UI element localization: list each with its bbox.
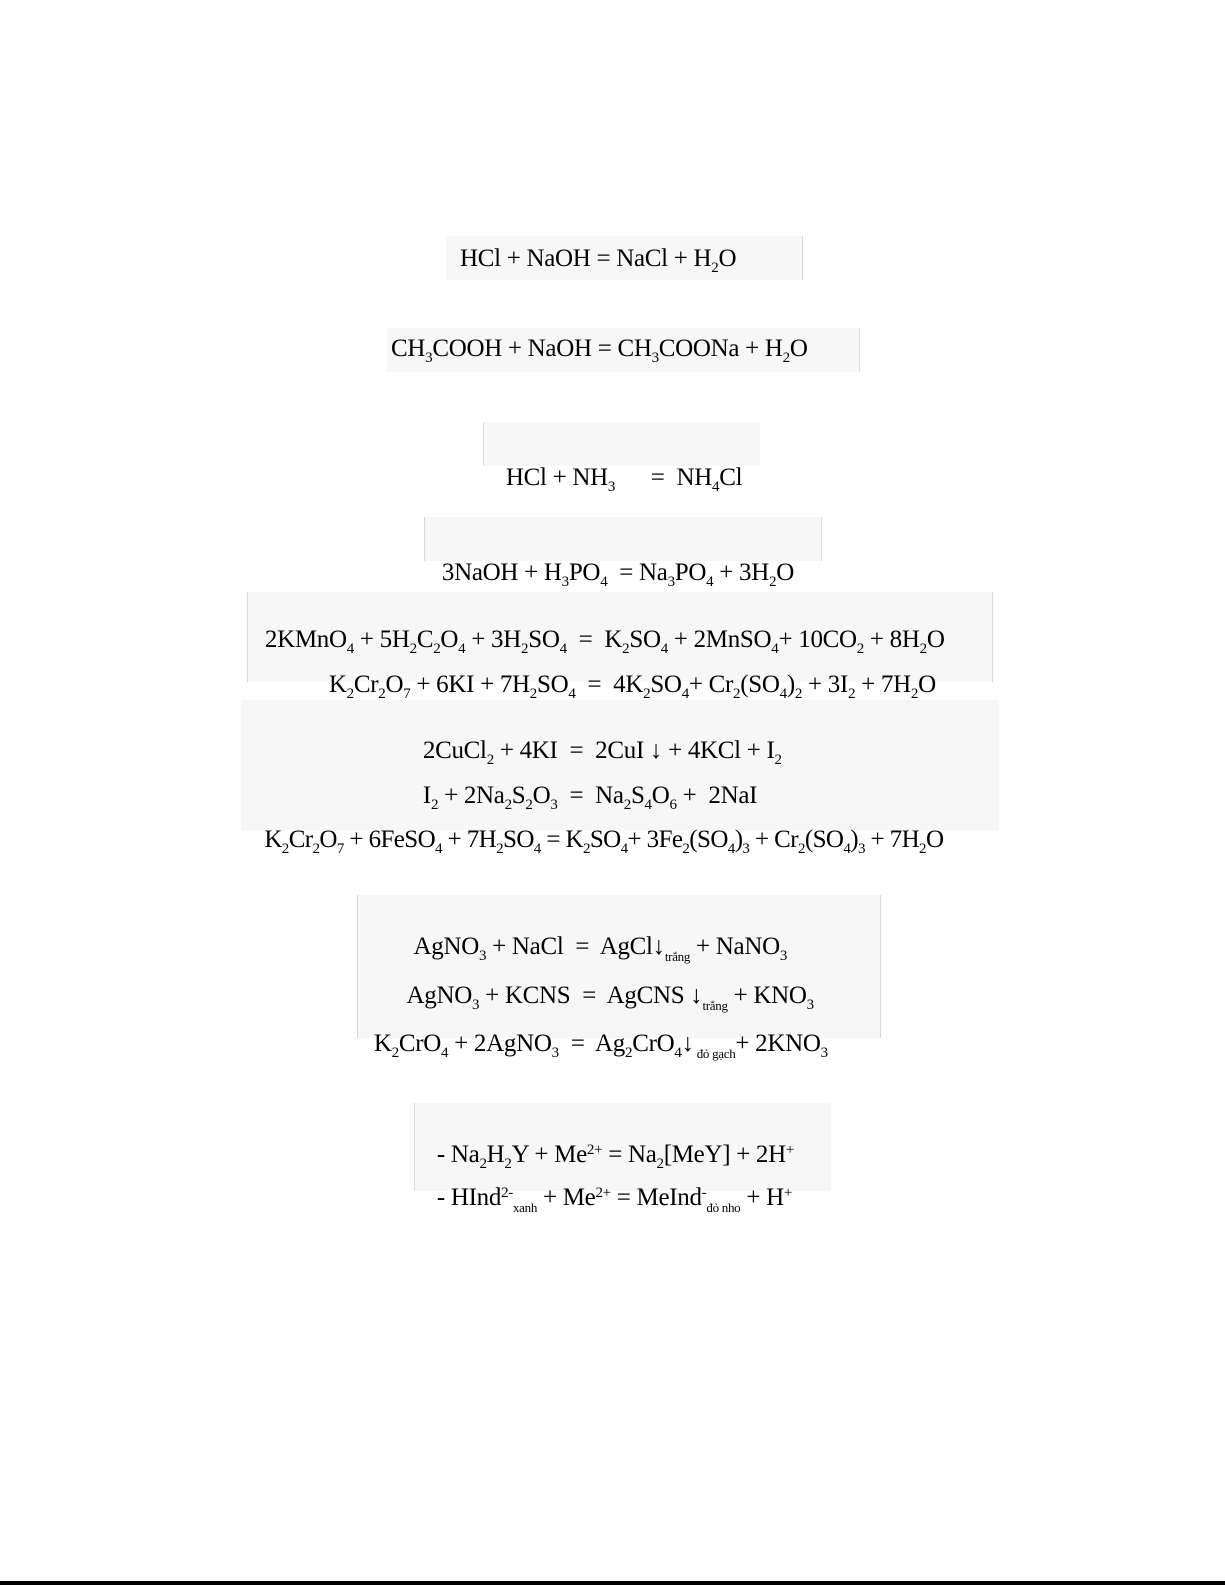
equation-cucl2-ki: 2CuCl$_2$ + 4KI = 2CuI ↓ + $4KCl + I_2$ <box>422 737 782 768</box>
equation-k2cro4-agno3: $K_2CrO_4$ + 2AgNO$_3$ = $Ag_2CrO_4↓$ $_{đỏ gạch}+ 2KNO_3$ <box>373 1030 828 1062</box>
equation-hcl-nh3: HCl + $NH_3$ = $NH_4Cl$ <box>505 464 743 495</box>
equation-agno3-kcns: AgNO$_3$ + KCNS = AgCNS $↓_{trắng} + KNO_3$ <box>406 982 814 1014</box>
equation-naoh-h3po4: 3NaOH + $H_3PO_4 = Na_3PO_4 + 3H_2O$ <box>441 559 794 590</box>
equation-kmno4: 2KMnO$_4$ + $5H_2C_2O_4 + 3H_2SO_4 = K_2SO_4$ + 2MnSO$_4$+ $10CO_2 + 8H_2O$ <box>264 626 945 657</box>
equation-k2cr2o7-ki: $K_2Cr_2O_7 + 6KI + 7H_2SO_4 = 4K_2SO_4+ Cr_2(SO_4)_2 + 3I_2 + 7H_2O$ <box>328 671 936 702</box>
equation-agno3-nacl: AgNO$_3$ + NaCl = $AgCl↓_{trắng}$ + NaNO$_3$ <box>413 933 788 965</box>
equation-edta: - $Na_2H_2Y + Me^{2+} = Na_2[MeY] + 2H^+$ <box>436 1141 795 1172</box>
equation-indicator: - HInd$^{2-}_{xanh}$ + $Me^{2+}$ = MeInd-$_{đỏ nho}$ + H+ <box>436 1184 793 1216</box>
equation-k2cr2o7-feso4: $K_2Cr_2O_7$ + 6FeSO$_4$ + $7H_2SO_4 = K_2SO_4+ 3Fe_2(SO_4)_3 + Cr_2(SO_4)_3 + 7H_2O$ <box>264 826 944 857</box>
equation-i2-thiosulfate: $I_2 + 2Na_2S_2O_3 = Na_2S_4O_6 + 2NaI$ <box>422 782 758 813</box>
page-bottom-rule <box>0 1581 1225 1585</box>
equation-acetic-naoh: $CH_3COOH$ + NaOH = $CH_3COONa + H_2O$ <box>391 335 808 366</box>
equation-hcl-naoh: HCl + NaOH = NaCl + $H_2O$ <box>460 245 737 276</box>
